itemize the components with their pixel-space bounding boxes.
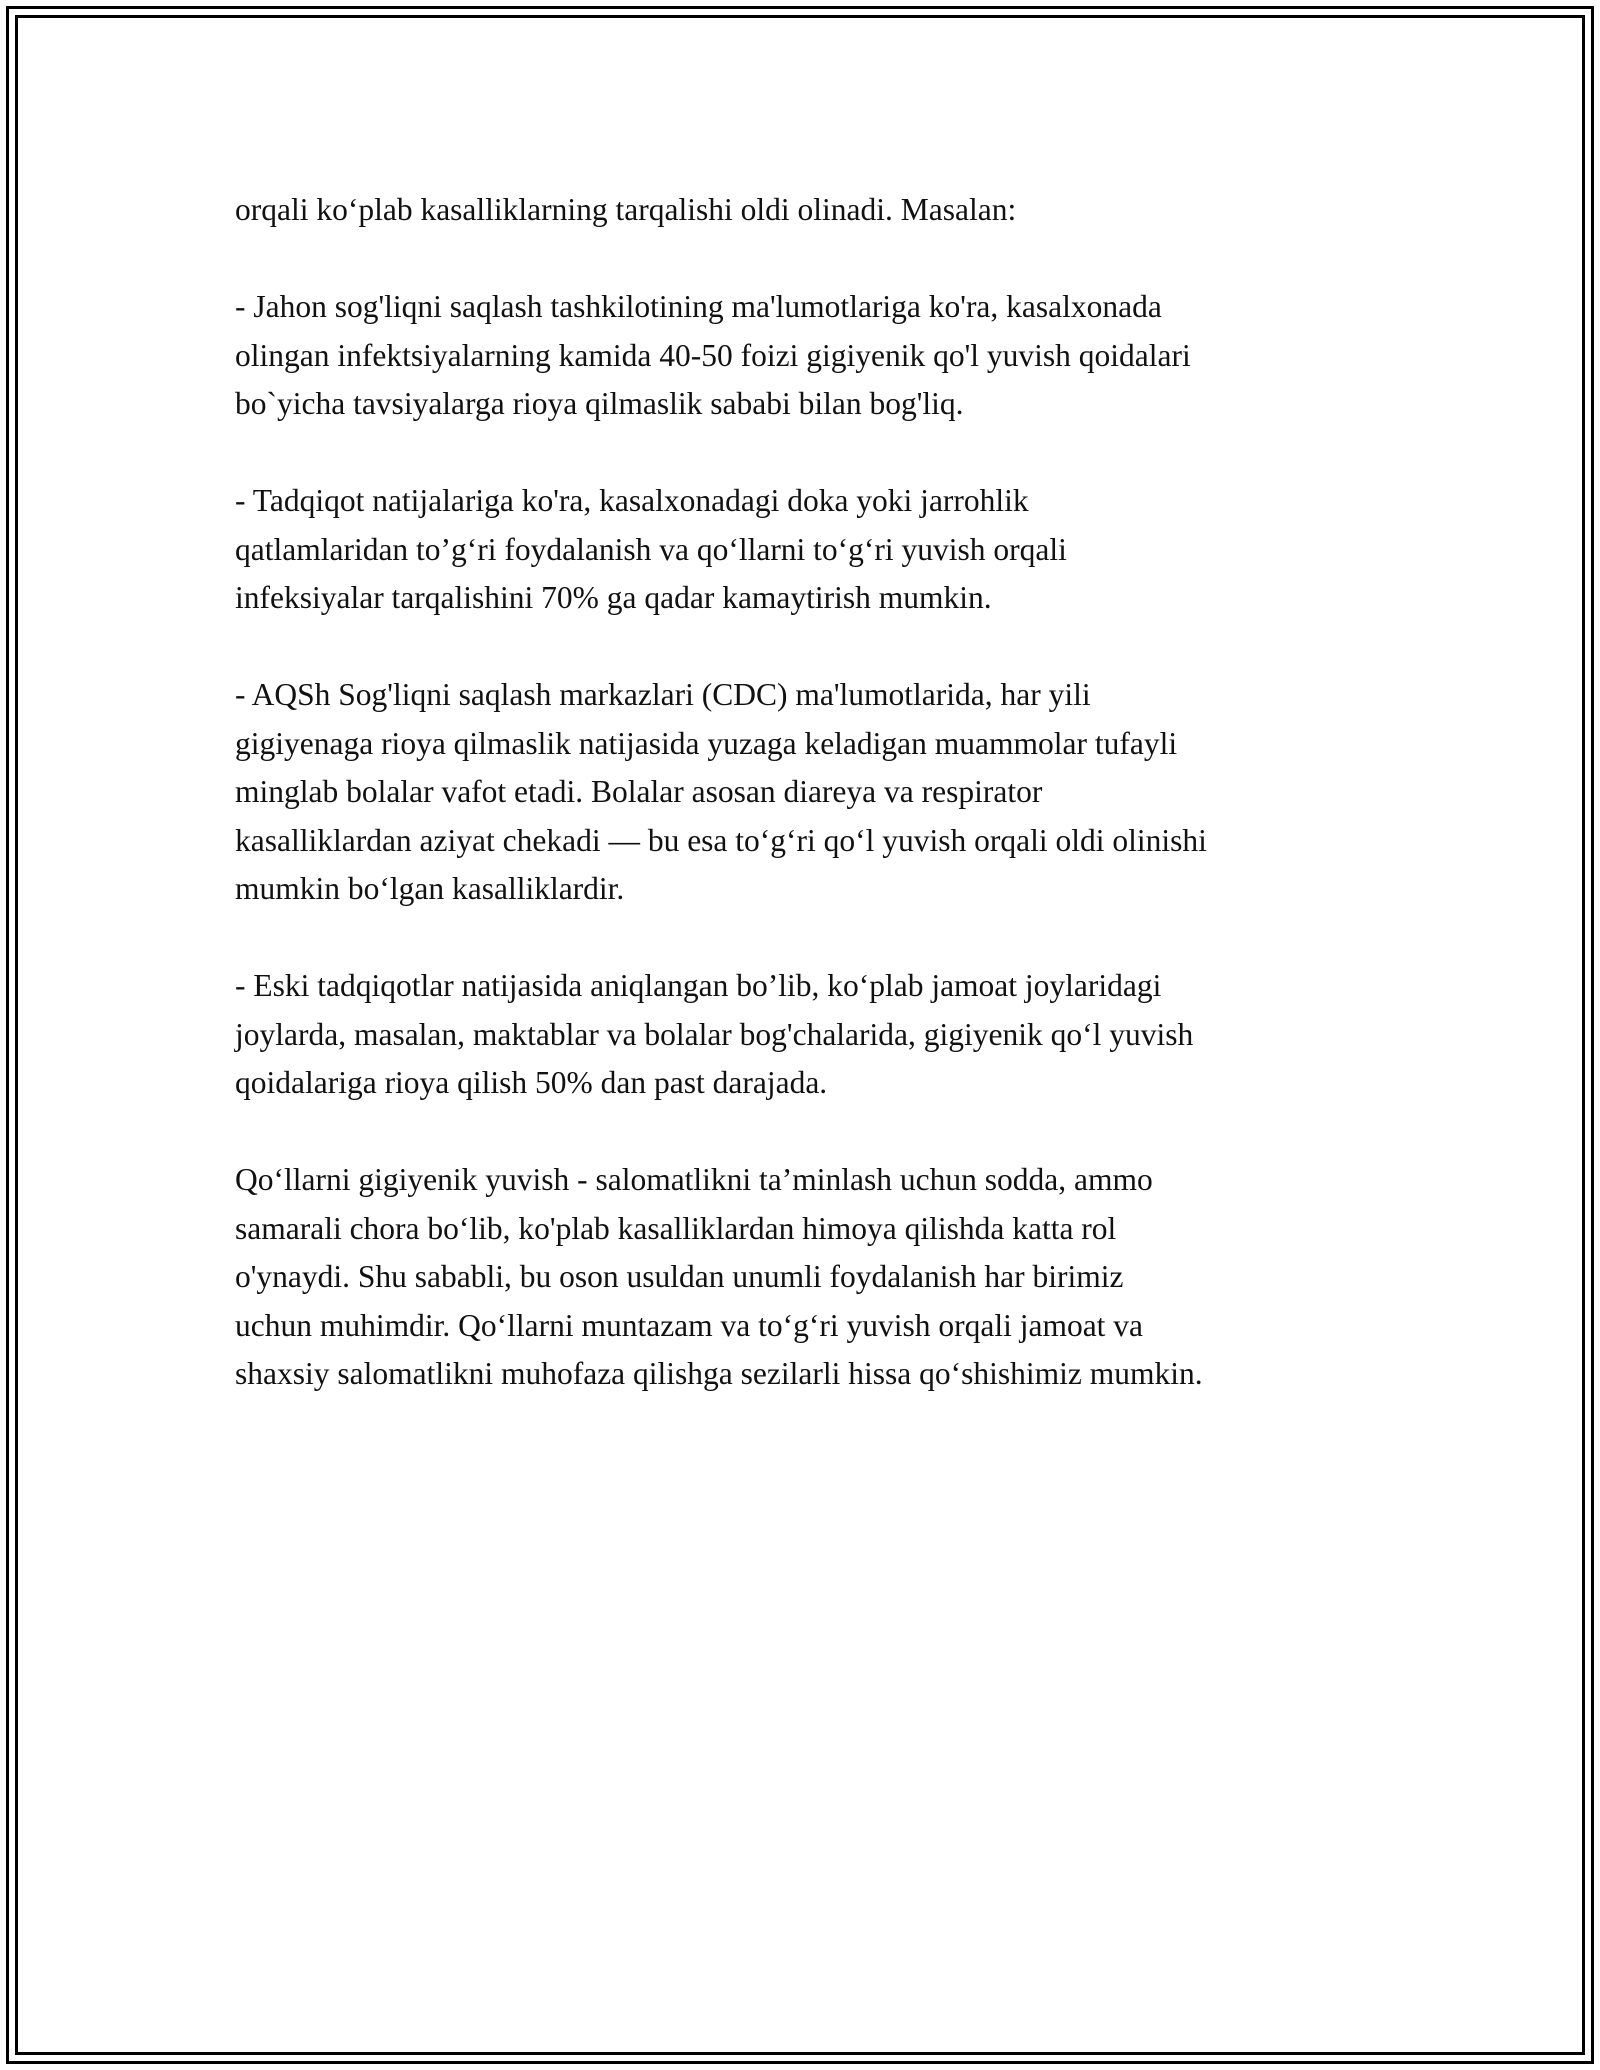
text-line: olingan infektsiyalarning kamida 40-50 foizi gigiyenik qo'l yuvish qoidalari: [235, 337, 1191, 373]
text-line: orqali ko‘plab kasalliklarning tarqalishi oldi olinadi. Masalan:: [235, 192, 1017, 227]
text-line: - Eski tadqiqotlar natijasida aniqlangan bo’lib, ko‘plab jamoat joylaridagi: [235, 968, 1162, 1003]
text-line: o'ynaydi. Shu sababli, bu oson usuldan unumli foydalanish har birimiz: [235, 1259, 1124, 1294]
paragraph-who-statistic: [235, 283, 1405, 429]
text-line: samarali chora bo‘lib, ko'plab kasalliklardan himoya qilishda katta rol: [235, 1210, 1117, 1246]
paragraph-old-studies: [235, 962, 1405, 1108]
text-line: bo`yicha tavsiyalarga rioya qilmaslik sababi bilan bog'liq.: [235, 386, 964, 421]
document-body: [235, 186, 1405, 1447]
text-line: - Jahon sog'liqni saqlash tashkilotining ma'lumotlariga ko'ra, kasalxonada: [235, 289, 1162, 324]
text-line: shaxsiy salomatlikni muhofaza qilishga sezilarli hissa qo‘shishimiz mumkin.: [235, 1356, 1203, 1391]
text-line: mumkin bo‘lgan kasalliklardir.: [235, 871, 625, 906]
text-line: - AQSh Sog'liqni saqlash markazlari (CDC) ma'lumotlarida, har yili: [235, 677, 1091, 712]
paragraph-intro: [235, 186, 1405, 235]
paragraph-conclusion: [235, 1156, 1405, 1399]
paragraph-research-results: [235, 477, 1405, 623]
text-line: qoidalariga rioya qilish 50% dan past darajada.: [235, 1065, 828, 1100]
text-line: gigiyenaga rioya qilmaslik natijasida yuzaga keladigan muammolar tufayli: [235, 725, 1178, 761]
text-line: kasalliklardan aziyat chekadi — bu esa to‘g‘ri qo‘l yuvish orqali oldi olinishi: [235, 822, 1207, 858]
text-line: Qo‘llarni gigiyenik yuvish - salomatlikni ta’minlash uchun sodda, ammo: [235, 1162, 1153, 1197]
text-line: joylarda, masalan, maktablar va bolalar bog'chalarida, gigiyenik qo‘l yuvish: [235, 1016, 1194, 1052]
text-line: minglab bolalar vafot etadi. Bolalar asosan diareya va respirator: [235, 774, 1043, 809]
text-line: infeksiyalar tarqalishini 70% ga qadar kamaytirish mumkin.: [235, 580, 992, 615]
text-line: uchun muhimdir. Qo‘llarni muntazam va to‘g‘ri yuvish orqali jamoat va: [235, 1307, 1144, 1343]
text-line: - Tadqiqot natijalariga ko'ra, kasalxonadagi doka yoki jarrohlik: [235, 483, 1029, 518]
text-line: qatlamlaridan to’g‘ri foydalanish va qo‘llarni to‘g‘ri yuvish orqali: [235, 531, 1067, 567]
paragraph-cdc-data: [235, 671, 1405, 914]
